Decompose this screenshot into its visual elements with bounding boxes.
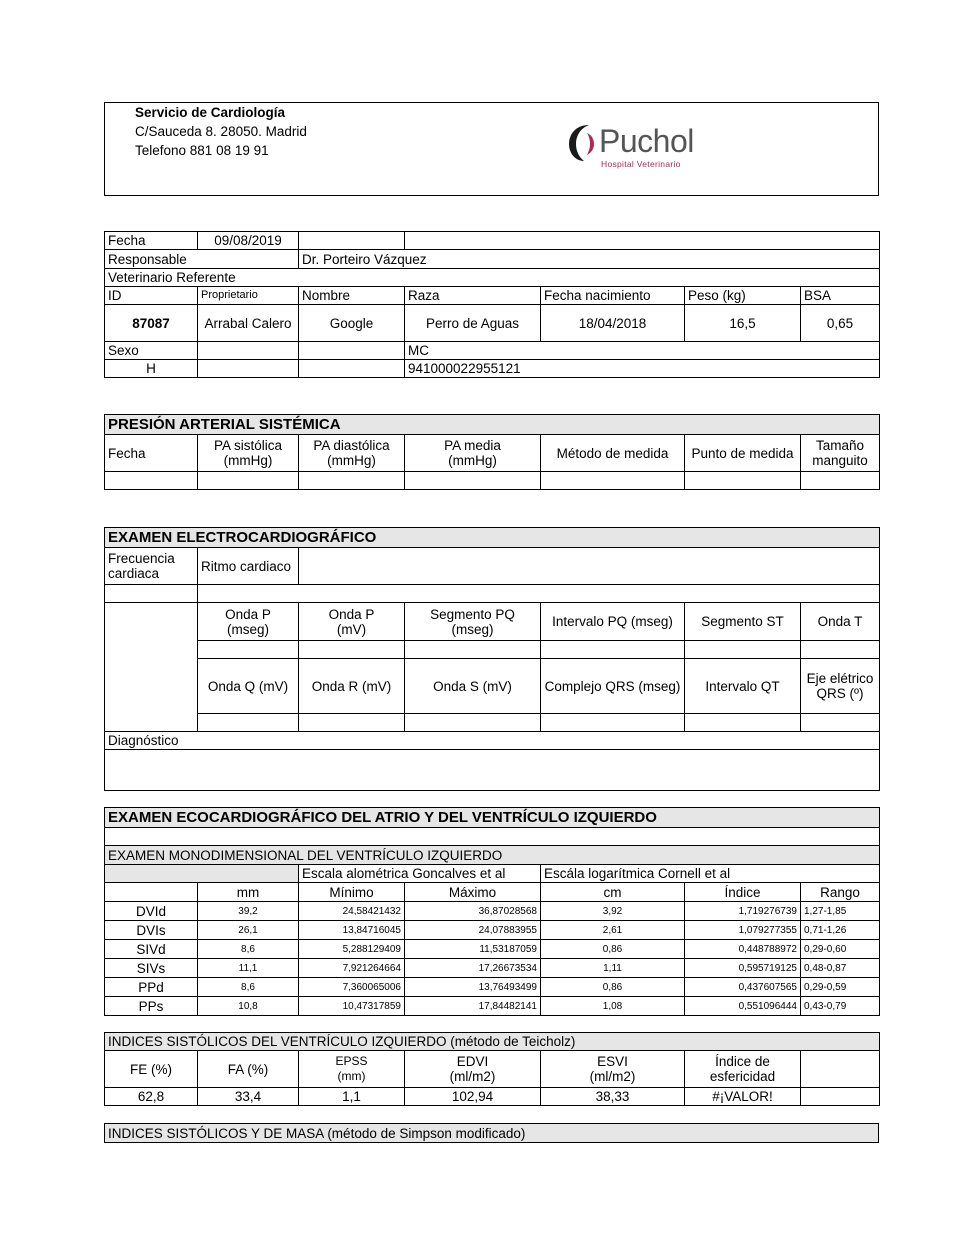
- measure-rango: 0,48-0,87: [801, 959, 880, 978]
- patient-birthdate: 18/04/2018: [541, 305, 685, 342]
- measure-min: 7,921264664: [299, 959, 405, 978]
- measure-cm: 1,11: [541, 959, 685, 978]
- measure-indice: 1,719276739: [685, 902, 801, 921]
- measure-name: SIVs: [105, 959, 198, 978]
- echo-row: [105, 940, 880, 959]
- measure-min: 13,84716045: [299, 921, 405, 940]
- measure-rango: 0,71-1,26: [801, 921, 880, 940]
- measure-mm: 10,8: [198, 997, 299, 1016]
- measure-indice: 0,437607565: [685, 978, 801, 997]
- sexo-label: Sexo: [105, 342, 198, 360]
- measure-mm: 8,6: [198, 978, 299, 997]
- patient-weight: 16,5: [685, 305, 801, 342]
- simpson-table: [104, 1123, 879, 1143]
- echo-row: [105, 978, 880, 997]
- measure-name: SIVd: [105, 940, 198, 959]
- measure-max: 24,07883955: [405, 921, 541, 940]
- measure-cm: 2,61: [541, 921, 685, 940]
- measure-max: 17,26673534: [405, 959, 541, 978]
- measure-name: DVId: [105, 902, 198, 921]
- esfericidad-header: Índice de esfericidad: [685, 1051, 801, 1088]
- measure-name: DVIs: [105, 921, 198, 940]
- header-bsa: BSA: [801, 287, 880, 305]
- responsable-value: Dr. Porteiro Vázquez: [299, 250, 880, 269]
- fe-value: 62,8: [105, 1088, 198, 1106]
- col-cm: cm: [541, 883, 685, 902]
- scale-goncalves: Escala alométrica Goncalves et al: [299, 865, 541, 883]
- col-maximo: Máximo: [405, 883, 541, 902]
- measure-cm: 1,08: [541, 997, 685, 1016]
- measure-max: 13,76493499: [405, 978, 541, 997]
- col-rango: Rango: [801, 883, 880, 902]
- measure-indice: 0,448788972: [685, 940, 801, 959]
- header-peso: Peso (kg): [685, 287, 801, 305]
- patient-bsa: 0,65: [801, 305, 880, 342]
- onda-q: Onda Q (mV): [198, 659, 299, 714]
- measure-min: 10,47317859: [299, 997, 405, 1016]
- echo-title: EXAMEN ECOCARDIOGRÁFICO DEL ATRIO Y DEL VENTRÍCULO IZQUIERDO: [105, 808, 880, 828]
- onda-t: Onda T: [801, 603, 880, 641]
- segmento-pq: Segmento PQ (mseg): [405, 603, 541, 641]
- echo-row: [105, 921, 880, 940]
- ecg-table: [104, 527, 880, 791]
- measure-mm: 11,1: [198, 959, 299, 978]
- epss-value: 1,1: [299, 1088, 405, 1106]
- measure-cm: 3,92: [541, 902, 685, 921]
- eje-electrico: Eje elétrico QRS (º): [801, 659, 880, 714]
- header-nombre: Nombre: [299, 287, 405, 305]
- service-name: Servicio de Cardiología: [135, 105, 286, 120]
- esvi-header: ESVI (ml/m2): [541, 1051, 685, 1088]
- fe-header: FE (%): [105, 1051, 198, 1088]
- measure-indice: 1,079277355: [685, 921, 801, 940]
- simpson-title: INDICES SISTÓLICOS Y DE MASA (método de Simpson modificado): [105, 1124, 879, 1143]
- punto-medida: Punto de medida: [685, 435, 801, 472]
- measure-max: 17,84482141: [405, 997, 541, 1016]
- esfericidad-value: #¡VALOR!: [685, 1088, 801, 1106]
- metodo-medida: Método de medida: [541, 435, 685, 472]
- echo-row: [105, 902, 880, 921]
- edvi-value: 102,94: [405, 1088, 541, 1106]
- measure-mm: 8,6: [198, 940, 299, 959]
- measure-name: PPs: [105, 997, 198, 1016]
- mono-title: EXAMEN MONODIMENSIONAL DEL VENTRÍCULO IZQUIERDO: [105, 846, 880, 865]
- measure-min: 7,360065006: [299, 978, 405, 997]
- fecha-label: Fecha: [105, 232, 198, 250]
- pressure-title: PRESIÓN ARTERIAL SISTÉMICA: [105, 415, 880, 435]
- measure-cm: 0,86: [541, 978, 685, 997]
- esvi-value: 38,33: [541, 1088, 685, 1106]
- col-mm: mm: [198, 883, 299, 902]
- measure-mm: 39,2: [198, 902, 299, 921]
- ecg-title: EXAMEN ELECTROCARDIOGRÁFICO: [105, 528, 880, 548]
- pa-sistolica: PA sistólica (mmHg): [198, 435, 299, 472]
- header-raza: Raza: [405, 287, 541, 305]
- intervalo-qt: Intervalo QT: [685, 659, 801, 714]
- pressure-fecha: Fecha: [105, 435, 198, 472]
- scale-cornell: Escála logarítmica Cornell et al: [541, 865, 880, 883]
- header-proprietario: Proprietario: [198, 287, 299, 305]
- pa-diastolica: PA diastólica (mmHg): [299, 435, 405, 472]
- measure-min: 24,58421432: [299, 902, 405, 921]
- onda-r: Onda R (mV): [299, 659, 405, 714]
- fa-header: FA (%): [198, 1051, 299, 1088]
- logo-name: Puchol: [599, 123, 694, 159]
- epss-header: EPSS (mm): [299, 1051, 405, 1088]
- frecuencia-label: Frecuencia cardiaca: [105, 548, 198, 585]
- header-id: ID: [105, 287, 198, 305]
- clinic-phone: Telefono 881 08 19 91: [135, 143, 269, 158]
- measure-name: PPd: [105, 978, 198, 997]
- patient-name: Google: [299, 305, 405, 342]
- measure-rango: 0,29-0,60: [801, 940, 880, 959]
- patient-breed: Perro de Aguas: [405, 305, 541, 342]
- measure-rango: 0,43-0,79: [801, 997, 880, 1016]
- measure-rango: 1,27-1,85: [801, 902, 880, 921]
- clinic-address: C/Sauceda 8. 28050. Madrid: [135, 124, 307, 139]
- logo-subtitle: Hospital Veterinario: [601, 159, 681, 169]
- measure-max: 36,87028568: [405, 902, 541, 921]
- onda-p-mv: Onda P (mV): [299, 603, 405, 641]
- measure-min: 5,288129409: [299, 940, 405, 959]
- pressure-table: [104, 414, 880, 490]
- edvi-header: EDVI (ml/m2): [405, 1051, 541, 1088]
- teicholz-title: INDICES SISTÓLICOS DEL VENTRÍCULO IZQUIERDO (método de Teicholz): [105, 1033, 880, 1051]
- teicholz-table: [104, 1032, 880, 1106]
- mc-label: MC: [405, 342, 880, 360]
- onda-p-mseg: Onda P (mseg): [198, 603, 299, 641]
- measure-indice: 0,595719125: [685, 959, 801, 978]
- ritmo-label: Ritmo cardiaco: [198, 548, 299, 585]
- diagnostico-field: [105, 750, 880, 791]
- logo-mark-icon: [567, 123, 601, 163]
- responsable-label: Responsable: [105, 250, 299, 269]
- clinic-header: [104, 102, 879, 196]
- segmento-st: Segmento ST: [685, 603, 801, 641]
- echo-table: [104, 807, 880, 1016]
- patient-owner: Arrabal Calero: [198, 305, 299, 342]
- sexo-value: H: [105, 360, 198, 378]
- tamano-manguito: Tamaño manguito: [801, 435, 880, 472]
- vet-referente-label: Veterinario Referente: [105, 269, 880, 287]
- echo-row: [105, 959, 880, 978]
- diagnostico-label: Diagnóstico: [105, 732, 880, 750]
- col-indice: Índice: [685, 883, 801, 902]
- fa-value: 33,4: [198, 1088, 299, 1106]
- mc-value: 941000022955121: [405, 360, 880, 378]
- header-fecha-nacimiento: Fecha nacimiento: [541, 287, 685, 305]
- measure-rango: 0,29-0,59: [801, 978, 880, 997]
- complejo-qrs: Complejo QRS (mseg): [541, 659, 685, 714]
- measure-indice: 0,551096444: [685, 997, 801, 1016]
- measure-mm: 26,1: [198, 921, 299, 940]
- echo-data-rows: [105, 902, 880, 1016]
- patient-table: [104, 231, 880, 378]
- echo-row: [105, 997, 880, 1016]
- measure-max: 11,53187059: [405, 940, 541, 959]
- patient-id: 87087: [105, 305, 198, 342]
- col-minimo: Mínimo: [299, 883, 405, 902]
- intervalo-pq: Intervalo PQ (mseg): [541, 603, 685, 641]
- onda-s: Onda S (mV): [405, 659, 541, 714]
- fecha-value: 09/08/2019: [198, 232, 299, 250]
- pa-media: PA media (mmHg): [405, 435, 541, 472]
- puchol-logo: [567, 121, 727, 171]
- measure-cm: 0,86: [541, 940, 685, 959]
